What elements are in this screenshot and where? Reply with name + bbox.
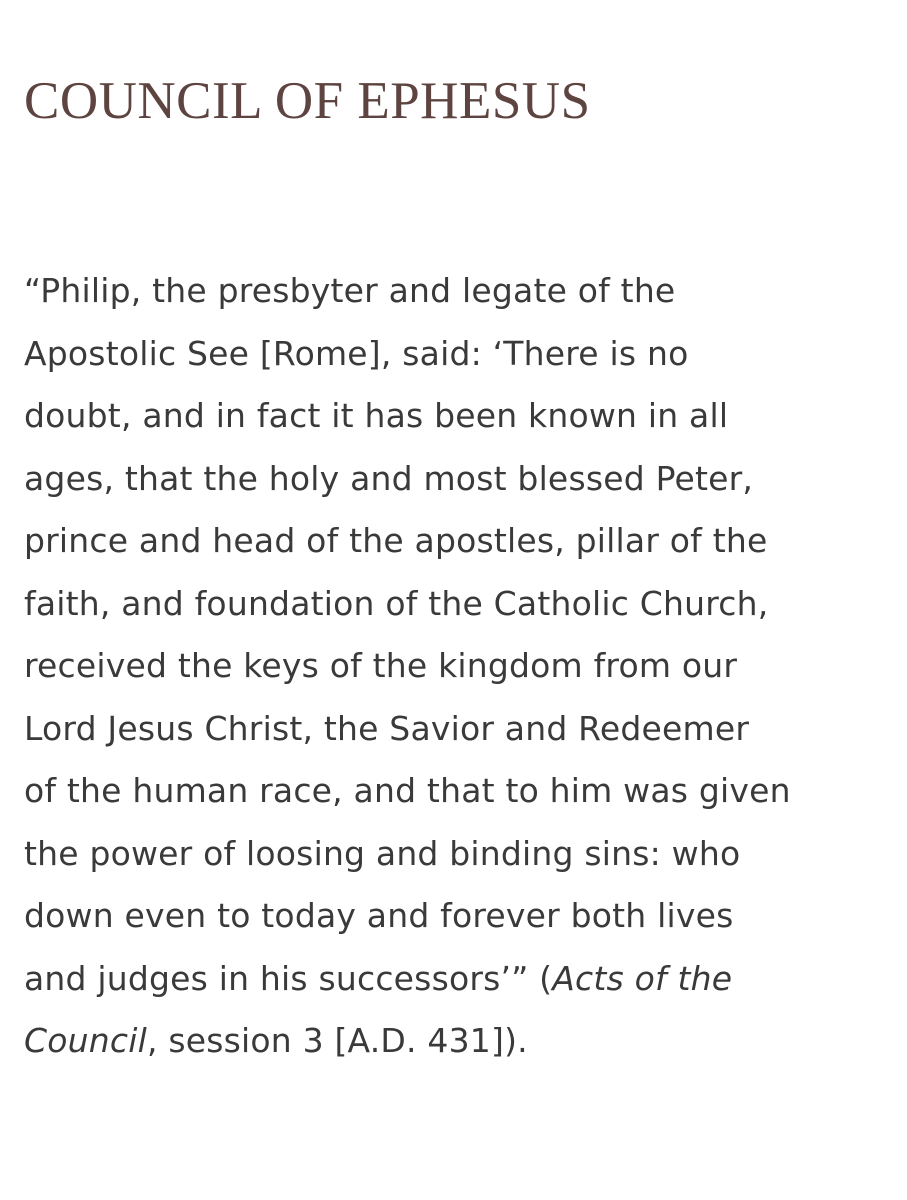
quote-line: ages, that the holy and most blessed Peter,: [24, 458, 754, 498]
citation-reference: , session 3 [A.D. 431]).: [146, 1021, 528, 1060]
quote-line: [24, 948, 884, 1011]
section-heading: COUNCIL OF EPHESUS: [24, 72, 591, 130]
quote-line: received the keys of the kingdom from our: [24, 646, 738, 685]
citation-title-part-2: Council: [24, 1021, 147, 1060]
quote-line: Lord Jesus Christ, the Savior and Redeemer: [24, 708, 750, 748]
quote-text-segment: and judges in his successors’” (: [24, 958, 553, 998]
citation-title-part-1: Acts of the: [552, 958, 733, 998]
quote-line: the power of loosing and binding sins: who: [24, 833, 741, 873]
quote-line: doubt, and in fact it has been known in all: [24, 396, 729, 435]
quote-line: “Philip, the presbyter and legate of the: [24, 271, 676, 310]
quote-line: of the human race, and that to him was given: [24, 771, 791, 810]
quote-line: faith, and foundation of the Catholic Church,: [24, 583, 769, 623]
quote-paragraph: [24, 260, 884, 1073]
quote-line: [24, 1010, 884, 1073]
quote-line: prince and head of the apostles, pillar of the: [24, 521, 768, 560]
quote-line: down even to today and forever both lives: [24, 896, 734, 935]
quote-line: Apostolic See [Rome], said: ‘There is no: [24, 333, 689, 373]
